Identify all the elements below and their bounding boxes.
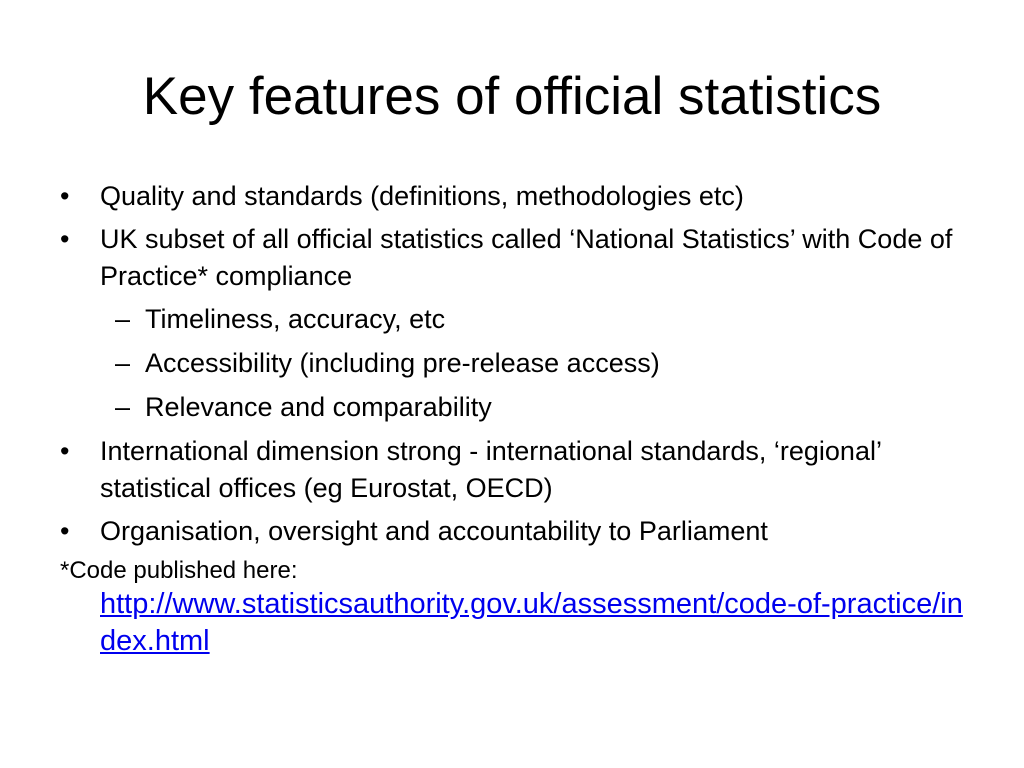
code-of-practice-link[interactable]: http://www.statisticsauthority.gov.uk/assessment/code-of-practice/index.html: [100, 588, 963, 657]
sub-bullet-item: [60, 389, 975, 426]
sub-bullet-text: Accessibility (including pre-release access): [145, 348, 660, 378]
dash-icon: –: [115, 304, 131, 334]
bullet-item: [60, 221, 975, 295]
bullet-item: [60, 178, 975, 215]
bullet-icon: •: [60, 436, 70, 466]
slide-title: Key features of official statistics: [142, 67, 882, 126]
bullet-text: International dimension strong - international standards, ‘regional’ statistical offices (eg Eurostat, OECD): [100, 436, 881, 503]
sub-bullet-item: [60, 345, 975, 382]
sub-bullet-text: Relevance and comparability: [145, 392, 492, 422]
bullet-icon: •: [60, 181, 70, 211]
sub-bullet-text: Timeliness, accuracy, etc: [145, 304, 446, 334]
bullet-text: Quality and standards (definitions, methodologies etc): [100, 181, 744, 211]
bullet-icon: •: [60, 516, 70, 546]
footnote-link-wrap: [60, 586, 975, 660]
footnote: [60, 556, 975, 660]
sub-bullet-item: [60, 301, 975, 338]
dash-icon: –: [115, 348, 131, 378]
footnote-label: *Code published here:: [60, 557, 298, 584]
bullet-text: UK subset of all official statistics called ‘National Statistics’ with Code of Practice* compliance: [100, 224, 953, 291]
slide-body: [60, 178, 975, 660]
bullet-text: Organisation, oversight and accountability to Parliament: [100, 516, 768, 546]
dash-icon: –: [115, 392, 131, 422]
bullet-item: [60, 513, 975, 550]
bullet-icon: •: [60, 224, 70, 254]
bullet-item: [60, 433, 975, 507]
